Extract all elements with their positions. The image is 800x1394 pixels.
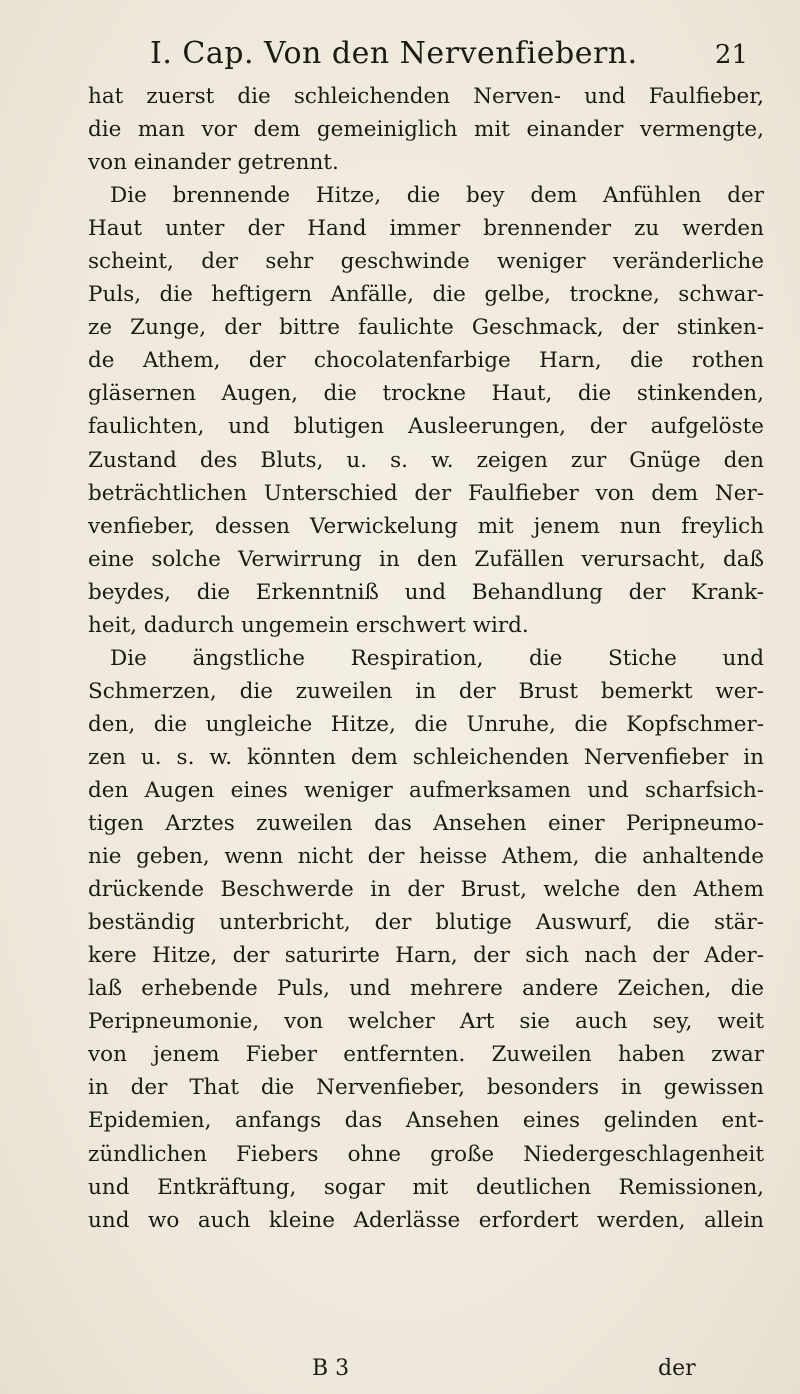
text-line: Die brennende Hitze, die bey dem Anfühlen der bbox=[110, 183, 764, 209]
text-line: Zustand des Bluts, u. s. w. zeigen zur Gnüge den bbox=[88, 447, 764, 473]
text-line: Schmerzen, die zuweilen in der Brust bemerkt wer- bbox=[88, 678, 764, 704]
text-line: venfieber, dessen Verwickelung mit jenem nun freylich bbox=[88, 513, 764, 539]
page-header bbox=[150, 36, 750, 76]
text-line: beständig unterbricht, der blutige Auswurf, die stär- bbox=[88, 910, 764, 936]
text-line: von jenem Fieber entfernten. Zuweilen haben zwar bbox=[88, 1042, 764, 1068]
text-line: faulichten, und blutigen Ausleerungen, der aufgelöste bbox=[88, 414, 764, 440]
page-number: 21 bbox=[714, 40, 748, 70]
text-line: den Augen eines weniger aufmerksamen und scharfsich- bbox=[88, 777, 764, 803]
text-line: nie geben, wenn nicht der heisse Athem, die anhaltende bbox=[88, 844, 764, 870]
text-line: tigen Arztes zuweilen das Ansehen einer Peripneumo- bbox=[88, 811, 764, 837]
text-line: Epidemien, anfangs das Ansehen eines gelinden ent- bbox=[88, 1108, 764, 1134]
text-line: laß erhebende Puls, und mehrere andere Zeichen, die bbox=[88, 976, 764, 1002]
text-line: hat zuerst die schleichenden Nerven- und Faulfieber, bbox=[88, 84, 764, 109]
text-line: und Entkräftung, sogar mit deutlichen Remissionen, bbox=[88, 1174, 764, 1200]
text-line: kere Hitze, der saturirte Harn, der sich nach der Ader- bbox=[88, 943, 764, 969]
body-text bbox=[88, 80, 764, 1237]
text-line: beydes, die Erkenntniß und Behandlung der Krank- bbox=[88, 579, 764, 605]
text-line: Peripneumonie, von welcher Art sie auch sey, weit bbox=[88, 1009, 764, 1035]
text-line: beträchtlichen Unterschied der Faulfieber von dem Ner- bbox=[88, 480, 764, 506]
text-line: scheint, der sehr geschwinde weniger veränderliche bbox=[88, 249, 764, 275]
text-line: von einander getrennt. bbox=[88, 150, 339, 176]
text-line: Puls, die heftigern Anfälle, die gelbe, trockne, schwar- bbox=[88, 282, 764, 308]
text-line: heit, dadurch ungemein erschwert wird. bbox=[88, 612, 529, 638]
signature-mark: B 3 bbox=[312, 1356, 350, 1381]
page-footer bbox=[88, 1356, 764, 1386]
text-line: die man vor dem gemeiniglich mit einander vermengte, bbox=[88, 117, 764, 143]
text-line: ze Zunge, der bittre faulichte Geschmack, der stinken- bbox=[88, 315, 764, 341]
catchword: der bbox=[658, 1356, 696, 1381]
text-line: eine solche Verwirrung in den Zufällen verursacht, daß bbox=[88, 546, 764, 572]
running-head: I. Cap. Von den Nervenfiebern. bbox=[150, 36, 638, 71]
text-line: den, die ungleiche Hitze, die Unruhe, die Kopfschmer- bbox=[88, 711, 764, 737]
text-line: Haut unter der Hand immer brennender zu werden bbox=[88, 216, 764, 242]
text-line: und wo auch kleine Aderlässe erfordert werden, allein bbox=[88, 1207, 764, 1233]
text-line: de Athem, der chocolatenfarbige Harn, die rothen bbox=[88, 348, 764, 374]
text-line: zündlichen Fiebers ohne große Niedergeschlagenheit bbox=[88, 1141, 764, 1167]
text-line: in der That die Nervenfieber, besonders in gewissen bbox=[88, 1075, 764, 1101]
text-line: Die ängstliche Respiration, die Stiche und bbox=[110, 645, 764, 671]
text-line: gläsernen Augen, die trockne Haut, die stinkenden, bbox=[88, 381, 764, 407]
text-line: zen u. s. w. könnten dem schleichenden Nervenfieber in bbox=[88, 744, 764, 770]
text-line: drückende Beschwerde in der Brust, welche den Athem bbox=[88, 877, 764, 903]
